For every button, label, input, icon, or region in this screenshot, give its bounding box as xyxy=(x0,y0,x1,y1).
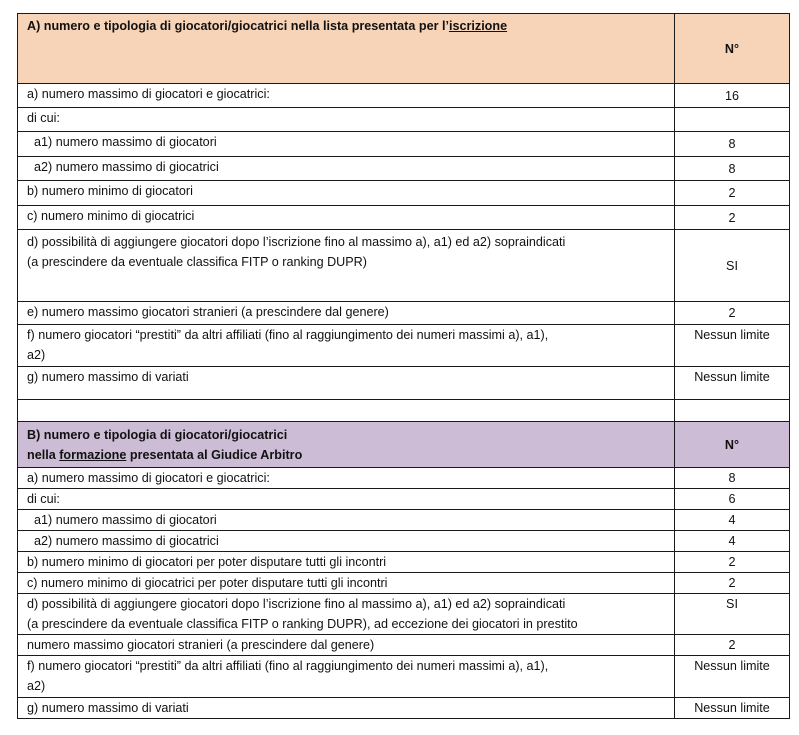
row-label xyxy=(18,594,675,635)
row-label xyxy=(18,656,675,698)
row-label-text: a2) numero massimo di giocatrici xyxy=(34,160,219,174)
row-value: 2 xyxy=(675,181,790,206)
section-b-value-header: N° xyxy=(675,422,790,468)
row-value: 6 xyxy=(675,489,790,510)
row-label-text: a1) numero massimo di giocatori xyxy=(34,135,217,149)
section-b-title-line1: B) numero e tipologia di giocatori/giocatrici xyxy=(27,427,288,442)
row-label: g) numero massimo di variati xyxy=(18,367,675,400)
table-row xyxy=(18,367,790,400)
table-row xyxy=(18,594,790,635)
section-b-title xyxy=(18,422,675,468)
row-value: 4 xyxy=(675,531,790,552)
row-value: 8 xyxy=(675,132,790,157)
table-row xyxy=(18,656,790,698)
row-label-line1: d) possibilità di aggiungere giocatori dopo l’iscrizione fino al massimo a), a1) ed a2) sopraindicati xyxy=(27,597,566,611)
table-row xyxy=(18,206,790,230)
table-row xyxy=(18,84,790,108)
row-label: g) numero massimo di variati xyxy=(18,698,675,719)
row-value: SI xyxy=(675,230,790,302)
row-value: 8 xyxy=(675,157,790,181)
row-label-text: a2) numero massimo di giocatrici xyxy=(34,534,219,548)
row-label-line1: f) numero giocatori “prestiti” da altri affiliati (fino al raggiungimento dei numeri massimi a), a1), xyxy=(27,659,549,673)
empty-cell xyxy=(675,400,790,422)
section-b-title-suffix: presentata al Giudice Arbitro xyxy=(126,447,303,462)
section-a-title-underlined: iscrizione xyxy=(448,19,508,33)
row-label: di cui: xyxy=(18,108,675,132)
section-a-title xyxy=(18,14,675,84)
row-value: 4 xyxy=(675,510,790,531)
row-label: a) numero massimo di giocatori e giocatrici: xyxy=(18,468,675,489)
table-row xyxy=(18,230,790,302)
row-label-text: a1) numero massimo di giocatori xyxy=(34,513,217,527)
row-label-line1: d) possibilità di aggiungere giocatori dopo l’iscrizione fino al massimo a), a1) ed a2) sopraindicati xyxy=(27,235,566,249)
row-value: 2 xyxy=(675,206,790,230)
table-row xyxy=(18,510,790,531)
row-label: a) numero massimo di giocatori e giocatrici: xyxy=(18,84,675,108)
row-label-line2: (a prescindere da eventuale classifica FITP o ranking DUPR), ad eccezione dei giocatori in prestito xyxy=(27,617,578,631)
row-label: b) numero minimo di giocatori xyxy=(18,181,675,206)
row-value: 2 xyxy=(675,573,790,594)
row-value: 16 xyxy=(675,84,790,108)
table-row xyxy=(18,531,790,552)
section-b-title-line2 xyxy=(27,445,665,465)
rules-table xyxy=(17,13,790,719)
row-label: di cui: xyxy=(18,489,675,510)
table-row xyxy=(18,635,790,656)
section-a-title-text: A) numero e tipologia di giocatori/giocatrici nella lista presentata per l’ xyxy=(27,19,449,33)
row-label xyxy=(18,531,675,552)
row-value: 2 xyxy=(675,635,790,656)
row-value: Nessun limite xyxy=(675,656,790,698)
section-b-title-prefix: nella xyxy=(27,447,60,462)
row-value: 2 xyxy=(675,552,790,573)
empty-cell xyxy=(18,400,675,422)
row-value: SI xyxy=(675,594,790,635)
row-label xyxy=(18,230,675,302)
row-value: 8 xyxy=(675,468,790,489)
section-a-header xyxy=(18,14,790,84)
row-value: Nessun limite xyxy=(675,698,790,719)
row-value xyxy=(675,108,790,132)
row-label: c) numero minimo di giocatrici xyxy=(18,206,675,230)
table-row xyxy=(18,698,790,719)
table-row xyxy=(18,552,790,573)
row-label: numero massimo giocatori stranieri (a prescindere dal genere) xyxy=(18,635,675,656)
row-label xyxy=(18,510,675,531)
table-row xyxy=(18,489,790,510)
row-label-line2: a2) xyxy=(27,679,46,693)
row-value: 2 xyxy=(675,302,790,325)
section-b-title-underlined: formazione xyxy=(59,447,127,462)
row-label-line2: a2) xyxy=(27,348,46,362)
row-label xyxy=(18,157,675,181)
table-row xyxy=(18,181,790,206)
row-label: e) numero massimo giocatori stranieri (a prescindere dal genere) xyxy=(18,302,675,325)
section-a-value-header: N° xyxy=(675,14,790,84)
empty-row xyxy=(18,400,790,422)
table-row xyxy=(18,108,790,132)
table-row xyxy=(18,132,790,157)
section-b-header xyxy=(18,422,790,468)
table-row xyxy=(18,325,790,367)
table-row xyxy=(18,573,790,594)
row-label-line1: f) numero giocatori “prestiti” da altri affiliati (fino al raggiungimento dei numeri massimi a), a1), xyxy=(27,328,549,342)
row-label-line2: (a prescindere da eventuale classifica FITP o ranking DUPR) xyxy=(27,255,367,269)
row-label: b) numero minimo di giocatori per poter disputare tutti gli incontri xyxy=(18,552,675,573)
row-label xyxy=(18,325,675,367)
table-row xyxy=(18,302,790,325)
row-value: Nessun limite xyxy=(675,367,790,400)
table-row xyxy=(18,468,790,489)
table-row xyxy=(18,157,790,181)
row-value: Nessun limite xyxy=(675,325,790,367)
row-label xyxy=(18,132,675,157)
row-label: c) numero minimo di giocatrici per poter disputare tutti gli incontri xyxy=(18,573,675,594)
